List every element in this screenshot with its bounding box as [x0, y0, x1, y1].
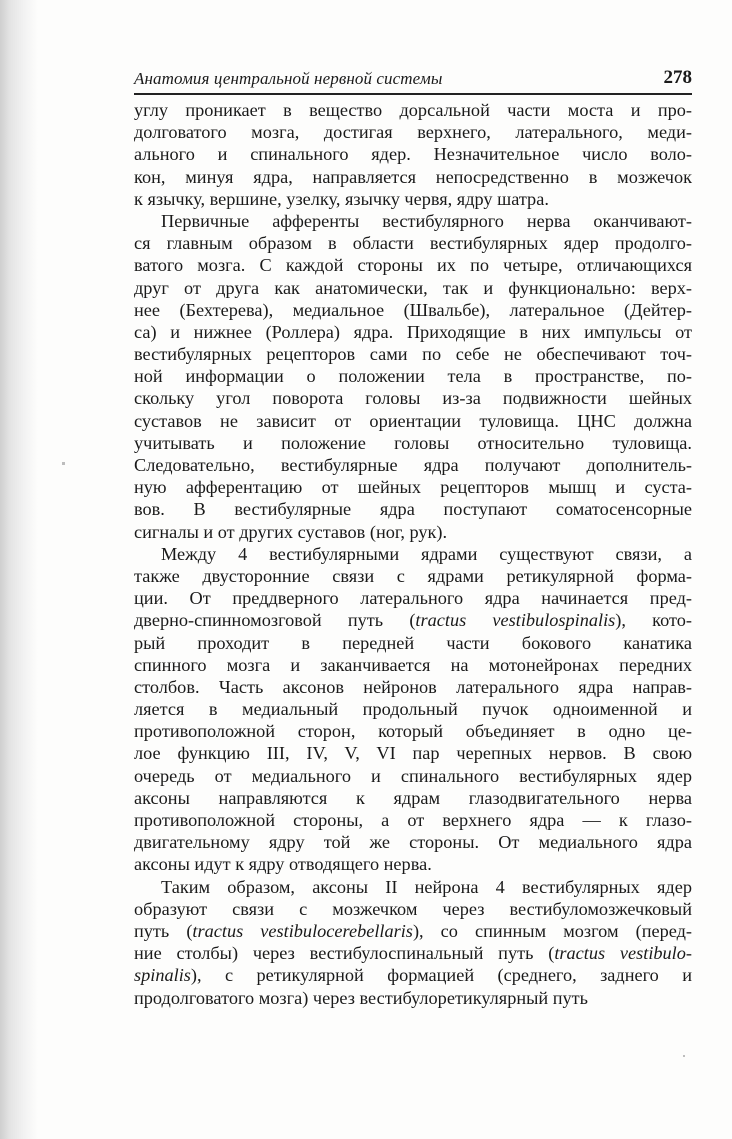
- text-line: ся главным образом в области вестибулярных ядер продолго-: [134, 233, 692, 254]
- text-line: к язычку, вершине, узелку, язычку червя, ядру шатра.: [134, 188, 549, 209]
- page-header: [134, 66, 694, 92]
- text-line: столбов. Часть аксонов нейронов латерального ядра направ-: [134, 676, 692, 697]
- header-rule: [134, 93, 692, 95]
- text-line: Между 4 вестибулярными ядрами существуют связи, а: [161, 543, 692, 564]
- text-line: вестибулярных рецепторов сами по себе не обеспечивают точ-: [134, 344, 692, 365]
- paragraph: [134, 99, 692, 210]
- text-line: ние столбы) через вестибулоспинальный путь (tractus vestibulo-: [134, 943, 692, 964]
- text-line: противоположной сторон, который объединяет в одно це-: [134, 721, 692, 742]
- paragraph: [134, 543, 692, 876]
- text-line: ной информации о положении тела в пространстве, по-: [134, 366, 692, 387]
- text-line: друг от друга как анатомически, так и функционально: верх-: [134, 277, 692, 298]
- text-line: ватого мозга. С каждой стороны их по четыре, отличающихся: [134, 255, 692, 276]
- text-line: учитывать и положение головы относительно туловища.: [134, 432, 692, 453]
- text-line: аксоны направляются к ядрам глазодвигательного нерва: [134, 787, 692, 808]
- text-line: лое функцию III, IV, V, VI пар черепных нервов. В свою: [134, 743, 692, 764]
- binding-edge: [0, 0, 38, 1139]
- text-line: Следовательно, вестибулярные ядра получают дополнитель-: [134, 455, 692, 475]
- text-line: Первичные афференты вестибулярного нерва оканчивают-: [161, 210, 692, 231]
- paragraph: [134, 210, 692, 543]
- text-line: спинного мозга и заканчивается на мотонейронах передних: [134, 654, 692, 675]
- text-line: скольку угол поворота головы из-за подвижности шейных: [134, 388, 692, 409]
- text-line: долговатого мозга, достигая верхнего, латерального, меди-: [134, 122, 692, 143]
- text-line: также двусторонние связи с ядрами ретикулярной форма-: [134, 565, 692, 586]
- running-title: Анатомия центральной нервной системы: [134, 69, 443, 88]
- text-line: Таким образом, аксоны II нейрона 4 вестибулярных ядер: [161, 876, 692, 897]
- text-line: spinalis), с ретикулярной формацией (среднего, заднего и: [134, 965, 692, 986]
- text-line: углу проникает в вещество дорсальной части моста и про-: [134, 100, 692, 120]
- text-line: нее (Бехтерева), медиальное (Швальбе), латеральное (Дейтер-: [134, 299, 692, 320]
- scan-speck: [62, 462, 65, 465]
- text-line: образуют связи с мозжечком через вестибуломозжечковый: [134, 898, 692, 919]
- text-line: рый проходит в передней части бокового канатика: [134, 632, 692, 653]
- scan-speck: [683, 1055, 685, 1057]
- text-line: дверно-спинномозговой путь (tractus vestibulospinalis), кото-: [134, 610, 692, 631]
- text-line: двигательному ядру той же стороны. От медиального ядра: [134, 832, 692, 853]
- paragraph: [134, 876, 692, 1009]
- text-line: путь (tractus vestibulocerebellaris), со спинным мозгом (перед-: [134, 920, 692, 941]
- text-line: суставов не зависит от ориентации туловища. ЦНС должна: [134, 410, 692, 431]
- text-line: ную афферентацию от шейных рецепторов мышц и суста-: [134, 477, 692, 498]
- text-line: ции. От преддверного латерального ядра начинается пред-: [134, 588, 692, 609]
- text-line: кон, минуя ядра, направляется непосредственно в мозжечок: [134, 166, 692, 187]
- page-number: 278: [663, 67, 692, 88]
- body-text: [134, 99, 692, 1009]
- text-line: сигналы и от других суставов (ног, рук).: [134, 521, 448, 542]
- text-line: вов. В вестибулярные ядра поступают соматосенсорные: [134, 499, 692, 520]
- text-line: аксоны идут к ядру отводящего нерва.: [134, 854, 432, 875]
- text-line: ального и спинального ядер. Незначительное число воло-: [134, 144, 692, 165]
- text-line: ляется в медиальный продольный пучок одноименной и: [134, 699, 692, 720]
- text-line: продолговатого мозга) через вестибулоретикулярный путь: [134, 987, 589, 1008]
- text-line: са) и нижнее (Роллера) ядра. Приходящие в них импульсы от: [134, 321, 692, 342]
- text-line: очередь от медиального и спинального вестибулярных ядер: [134, 765, 692, 786]
- text-line: противоположной стороны, а от верхнего ядра — к глазо-: [134, 810, 692, 830]
